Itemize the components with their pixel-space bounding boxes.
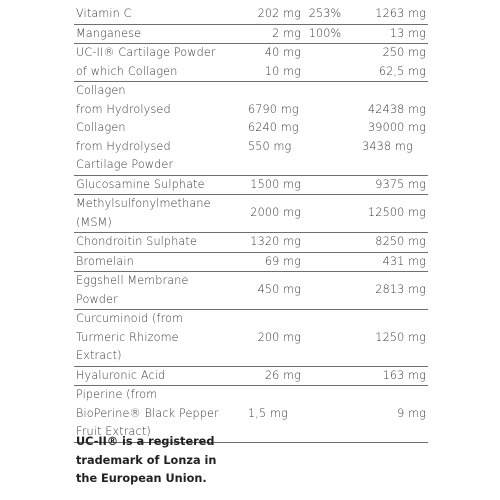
amount-value: 6790 mg [248,102,299,116]
amount-per-daily-dose: 2813 mg [375,283,426,297]
amount-per-daily-dose: 431 mg [382,254,426,268]
percent-nrv [301,386,349,443]
table-row [74,233,428,253]
ingredient-name-line: Piperine (from [76,388,158,401]
table-row [74,63,428,82]
percent-nrv [301,63,349,82]
amount-per-serving: 40 mg [264,46,301,59]
percent-nrv [301,310,349,367]
ingredient-name-line: Collagen [76,84,126,97]
ingredient-name-line: Extract) [76,349,122,362]
percent-nrv [301,252,349,272]
table-row [74,252,428,272]
amount-value: 6240 mg [248,121,299,134]
amount-per-serving: 10 mg [264,64,301,78]
ingredient-name-line: Collagen [76,121,126,134]
ingredient-name-line: from Hydrolysed [76,102,171,116]
ingredient-name [74,310,246,367]
ingredient-name-line: Turmeric Rhizome [76,330,179,344]
trademark-footnote [76,433,276,489]
nutrition-table [74,5,428,443]
amount-per-serving: 202 mg [257,7,301,20]
table-row [74,5,428,24]
amount-per-daily-dose: 62,5 mg [378,64,426,78]
footnote-line: UC-II® is a registered [76,435,215,448]
ingredient-name-line: Cartilage Powder [76,158,174,171]
amount-per-serving: 2 mg [272,26,301,40]
amount-per-daily-dose: 8250 mg [375,235,426,248]
daily-value: 42438 mg [368,102,426,116]
amount-per-daily-dose: 9 mg [397,406,426,420]
daily-value: 39000 mg [368,121,426,134]
amount-per-daily-dose: 12500 mg [368,206,426,220]
table-row [74,82,428,176]
ingredient-name [74,195,246,233]
ingredient-name: Chondroitin Sulphate [76,235,198,248]
ingredient-name-line: (MSM) [76,215,112,229]
amount-per-daily-dose: 163 mg [382,368,426,382]
ingredient-name-line: Curcuminoid (from [76,312,184,325]
percent-nrv [301,44,349,63]
daily-value: 3438 mg [362,139,413,153]
ingredient-name [74,272,246,310]
amount-per-serving: 450 mg [257,283,301,297]
ingredient-name [74,82,246,176]
amount-per-serving [246,82,301,176]
ingredient-name-line: from Hydrolysed [76,139,171,153]
amount-per-daily-dose: 250 mg [382,46,426,59]
ingredient-name: of which Collagen [76,64,178,78]
table-row [74,175,428,195]
amount-per-serving: 200 mg [257,330,301,344]
ingredient-name: Vitamin C [76,7,132,20]
ingredient-name: Manganese [76,26,142,40]
ingredient-name: Hyaluronic Acid [76,368,166,382]
ingredient-name: Glucosamine Sulphate [76,177,205,191]
percent-nrv: 100% [308,26,342,40]
table-row [74,195,428,233]
ingredient-name-line: BioPerine® Black Pepper [76,406,219,420]
amount-value: 550 mg [248,139,292,153]
table-row [74,366,428,386]
ingredient-name-line: Methylsulfonylmethane [76,197,211,210]
ingredient-name-line: Powder [76,292,118,306]
table-row [74,272,428,310]
amount-per-daily-dose: 13 mg [389,26,426,40]
amount-per-daily-dose: 1263 mg [375,7,426,20]
percent-nrv [301,175,349,195]
amount-per-daily-dose [349,82,428,176]
footnote-line: the European Union. [76,472,207,485]
amount-per-serving: 1,5 mg [248,406,288,420]
footnote-line: trademark of Lonza in [76,453,217,467]
ingredient-name: UC-II® Cartilage Powder [76,46,216,59]
amount-per-daily-dose: 9375 mg [375,177,426,191]
percent-nrv [301,82,349,176]
amount-per-serving: 2000 mg [250,206,301,220]
amount-per-serving: 26 mg [264,368,301,382]
amount-per-serving: 1500 mg [250,177,301,191]
ingredient-name: Bromelain [76,254,134,268]
percent-nrv [301,366,349,386]
percent-nrv: 253% [308,7,342,20]
ingredient-name-line: Fruit Extract) [76,425,151,438]
amount-per-serving: 69 mg [264,254,301,268]
table-row [74,24,428,44]
table-row [74,310,428,367]
table-row [74,44,428,63]
percent-nrv [301,233,349,253]
percent-nrv [301,272,349,310]
ingredient-name-line: Eggshell Membrane [76,274,189,287]
amount-per-daily-dose: 1250 mg [375,330,426,344]
percent-nrv [301,195,349,233]
amount-per-serving: 1320 mg [250,235,301,248]
